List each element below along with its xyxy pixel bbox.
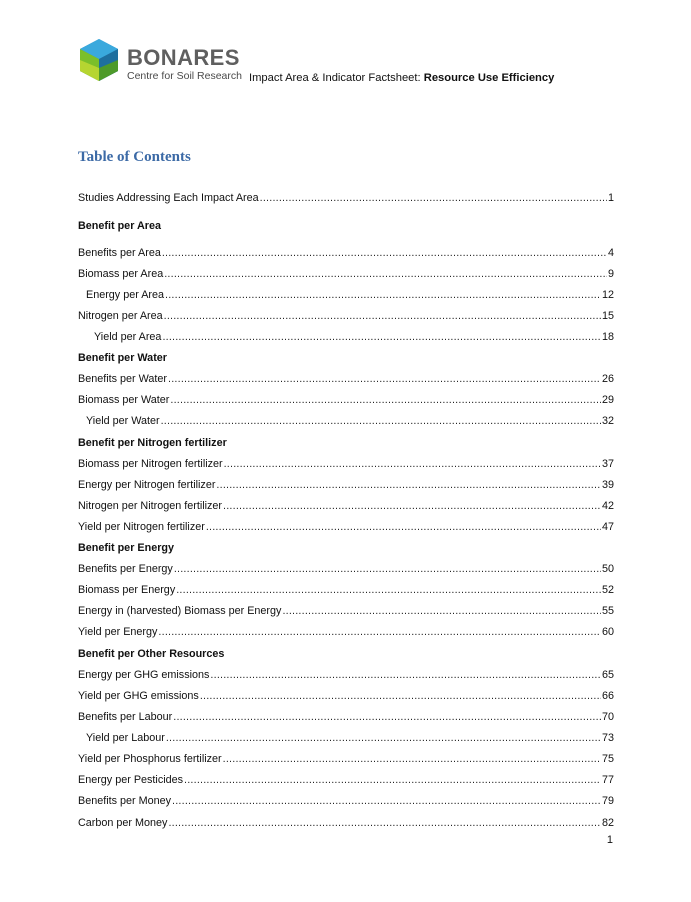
toc-entry-label: Yield per Area (94, 331, 162, 343)
toc-entry-label: Biomass per Area (78, 268, 164, 280)
toc-leader-dots (165, 288, 601, 302)
toc-leader-dots (173, 710, 601, 724)
toc-entry-page: 70 (601, 711, 614, 723)
toc-entry-label: Carbon per Money (78, 817, 168, 829)
toc-entry-page: 15 (601, 310, 614, 322)
toc-entry-page: 9 (607, 268, 614, 280)
toc-entry[interactable] (78, 794, 614, 808)
toc-heading: Table of Contents (78, 149, 191, 165)
toc-entry[interactable] (78, 625, 614, 639)
toc-entry-label: Biomass per Nitrogen fertilizer (78, 458, 223, 470)
toc-entry-label: Nitrogen per Nitrogen fertilizer (78, 500, 223, 512)
toc-entry-page: 82 (601, 817, 614, 829)
toc-entry-label: Biomass per Water (78, 394, 170, 406)
toc-entry[interactable] (78, 372, 614, 386)
toc-entry-page: 47 (601, 521, 614, 533)
toc-entry-page: 32 (601, 415, 614, 427)
toc-entry-page: 75 (601, 753, 614, 765)
toc-entry-label: Energy per Area (86, 289, 165, 301)
toc-entry-label: Benefits per Labour (78, 711, 173, 723)
logo-tagline: Centre for Soil Research (127, 70, 242, 82)
toc-entry[interactable] (78, 288, 614, 302)
toc-entry[interactable] (78, 309, 614, 323)
toc-leader-dots (176, 583, 601, 597)
toc-entry-label: Benefits per Money (78, 795, 172, 807)
toc-entry-label: Yield per Phosphorus fertilizer (78, 753, 222, 765)
logo-text (127, 47, 242, 82)
toc-entry[interactable] (78, 478, 614, 492)
toc-entry-page: 50 (601, 563, 614, 575)
toc-entry[interactable] (78, 752, 614, 766)
toc-leader-dots (170, 393, 601, 407)
toc-entry-label: Biomass per Energy (78, 584, 176, 596)
toc-entry-page: 79 (601, 795, 614, 807)
toc-entry-page: 52 (601, 584, 614, 596)
toc-entry-label: Yield per Water (86, 415, 160, 427)
toc-entry-page: 39 (601, 479, 614, 491)
toc-leader-dots (158, 625, 601, 639)
toc-entry[interactable] (78, 668, 614, 682)
toc-leader-dots (210, 668, 601, 682)
toc-entry-page: 42 (601, 500, 614, 512)
toc-entry-label: Yield per Energy (78, 626, 158, 638)
toc-leader-dots (164, 309, 601, 323)
toc-entry[interactable] (78, 457, 614, 471)
toc-entry-page: 4 (607, 247, 614, 259)
toc-entry[interactable] (78, 710, 614, 724)
toc-leader-dots (162, 330, 601, 344)
toc-leader-dots (164, 267, 607, 281)
toc-entry[interactable] (78, 393, 614, 407)
table-of-contents (78, 147, 614, 829)
toc-entry-page: 77 (601, 774, 614, 786)
title-bold: Resource Use Efficiency (423, 72, 555, 84)
document-title (249, 72, 554, 84)
toc-entry-label: Yield per Labour (86, 732, 165, 744)
toc-entry[interactable] (78, 583, 614, 597)
toc-entry[interactable] (78, 773, 614, 787)
toc-entry-page: 37 (601, 458, 614, 470)
title-prefix: Impact Area & Indicator Factsheet: (249, 72, 424, 84)
toc-section-heading: Benefit per Area (78, 220, 162, 232)
toc-entry[interactable] (78, 689, 614, 703)
toc-leader-dots (223, 499, 601, 513)
toc-entry-page: 26 (601, 373, 614, 385)
toc-entry[interactable] (78, 816, 614, 830)
toc-entry[interactable] (78, 246, 614, 260)
toc-entry-label: Studies Addressing Each Impact Area (78, 192, 259, 204)
toc-entry-label: Energy per Pesticides (78, 774, 184, 786)
toc-leader-dots (200, 689, 601, 703)
toc-leader-dots (168, 372, 601, 386)
bonares-logo-icon (78, 38, 120, 82)
toc-entry[interactable] (78, 267, 614, 281)
toc-entry[interactable] (78, 414, 614, 428)
toc-entry-page: 73 (601, 732, 614, 744)
toc-entry-page: 29 (601, 394, 614, 406)
toc-entry[interactable] (78, 604, 614, 618)
toc-entry[interactable] (78, 731, 614, 745)
toc-leader-dots (161, 414, 601, 428)
toc-entry-label: Energy per GHG emissions (78, 669, 210, 681)
toc-entry-page: 65 (601, 669, 614, 681)
toc-entry-label: Energy per Nitrogen fertilizer (78, 479, 216, 491)
toc-leader-dots (282, 604, 601, 618)
page-number: 1 (606, 834, 613, 846)
toc-section-heading: Benefit per Nitrogen fertilizer (78, 437, 227, 449)
toc-entry-page: 1 (607, 192, 614, 204)
toc-leader-dots (206, 520, 601, 534)
toc-entry-label: Benefits per Area (78, 247, 161, 259)
toc-leader-dots (174, 562, 601, 576)
toc-entry-label: Benefits per Water (78, 373, 168, 385)
toc-entry[interactable] (78, 520, 614, 534)
toc-section-heading: Benefit per Energy (78, 542, 174, 554)
logo-name: BONARES (127, 45, 240, 70)
toc-leader-dots (184, 773, 601, 787)
toc-entry-label: Energy in (harvested) Biomass per Energy (78, 605, 282, 617)
toc-entry-label: Benefits per Energy (78, 563, 173, 575)
toc-leader-dots (172, 794, 601, 808)
toc-entry-page: 55 (601, 605, 614, 617)
toc-entry-page: 60 (601, 626, 614, 638)
toc-entry-label: Nitrogen per Area (78, 310, 163, 322)
toc-leader-dots (168, 816, 601, 830)
toc-entry-page: 12 (601, 289, 614, 301)
toc-leader-dots (162, 246, 607, 260)
toc-entry-page: 66 (601, 690, 614, 702)
toc-entry[interactable] (78, 499, 614, 513)
toc-entry-label: Yield per GHG emissions (78, 690, 199, 702)
toc-leader-dots (223, 752, 601, 766)
toc-entry[interactable] (78, 330, 614, 344)
toc-entry[interactable] (78, 562, 614, 576)
toc-leader-dots (260, 191, 607, 205)
toc-section-heading: Benefit per Other Resources (78, 648, 225, 660)
toc-entry-label: Yield per Nitrogen fertilizer (78, 521, 205, 533)
toc-leader-dots (216, 478, 601, 492)
toc-entry[interactable] (78, 191, 614, 205)
toc-leader-dots (224, 457, 601, 471)
toc-leader-dots (166, 731, 601, 745)
page-header (78, 38, 638, 88)
toc-section-heading: Benefit per Water (78, 352, 167, 364)
toc-entry-page: 18 (601, 331, 614, 343)
